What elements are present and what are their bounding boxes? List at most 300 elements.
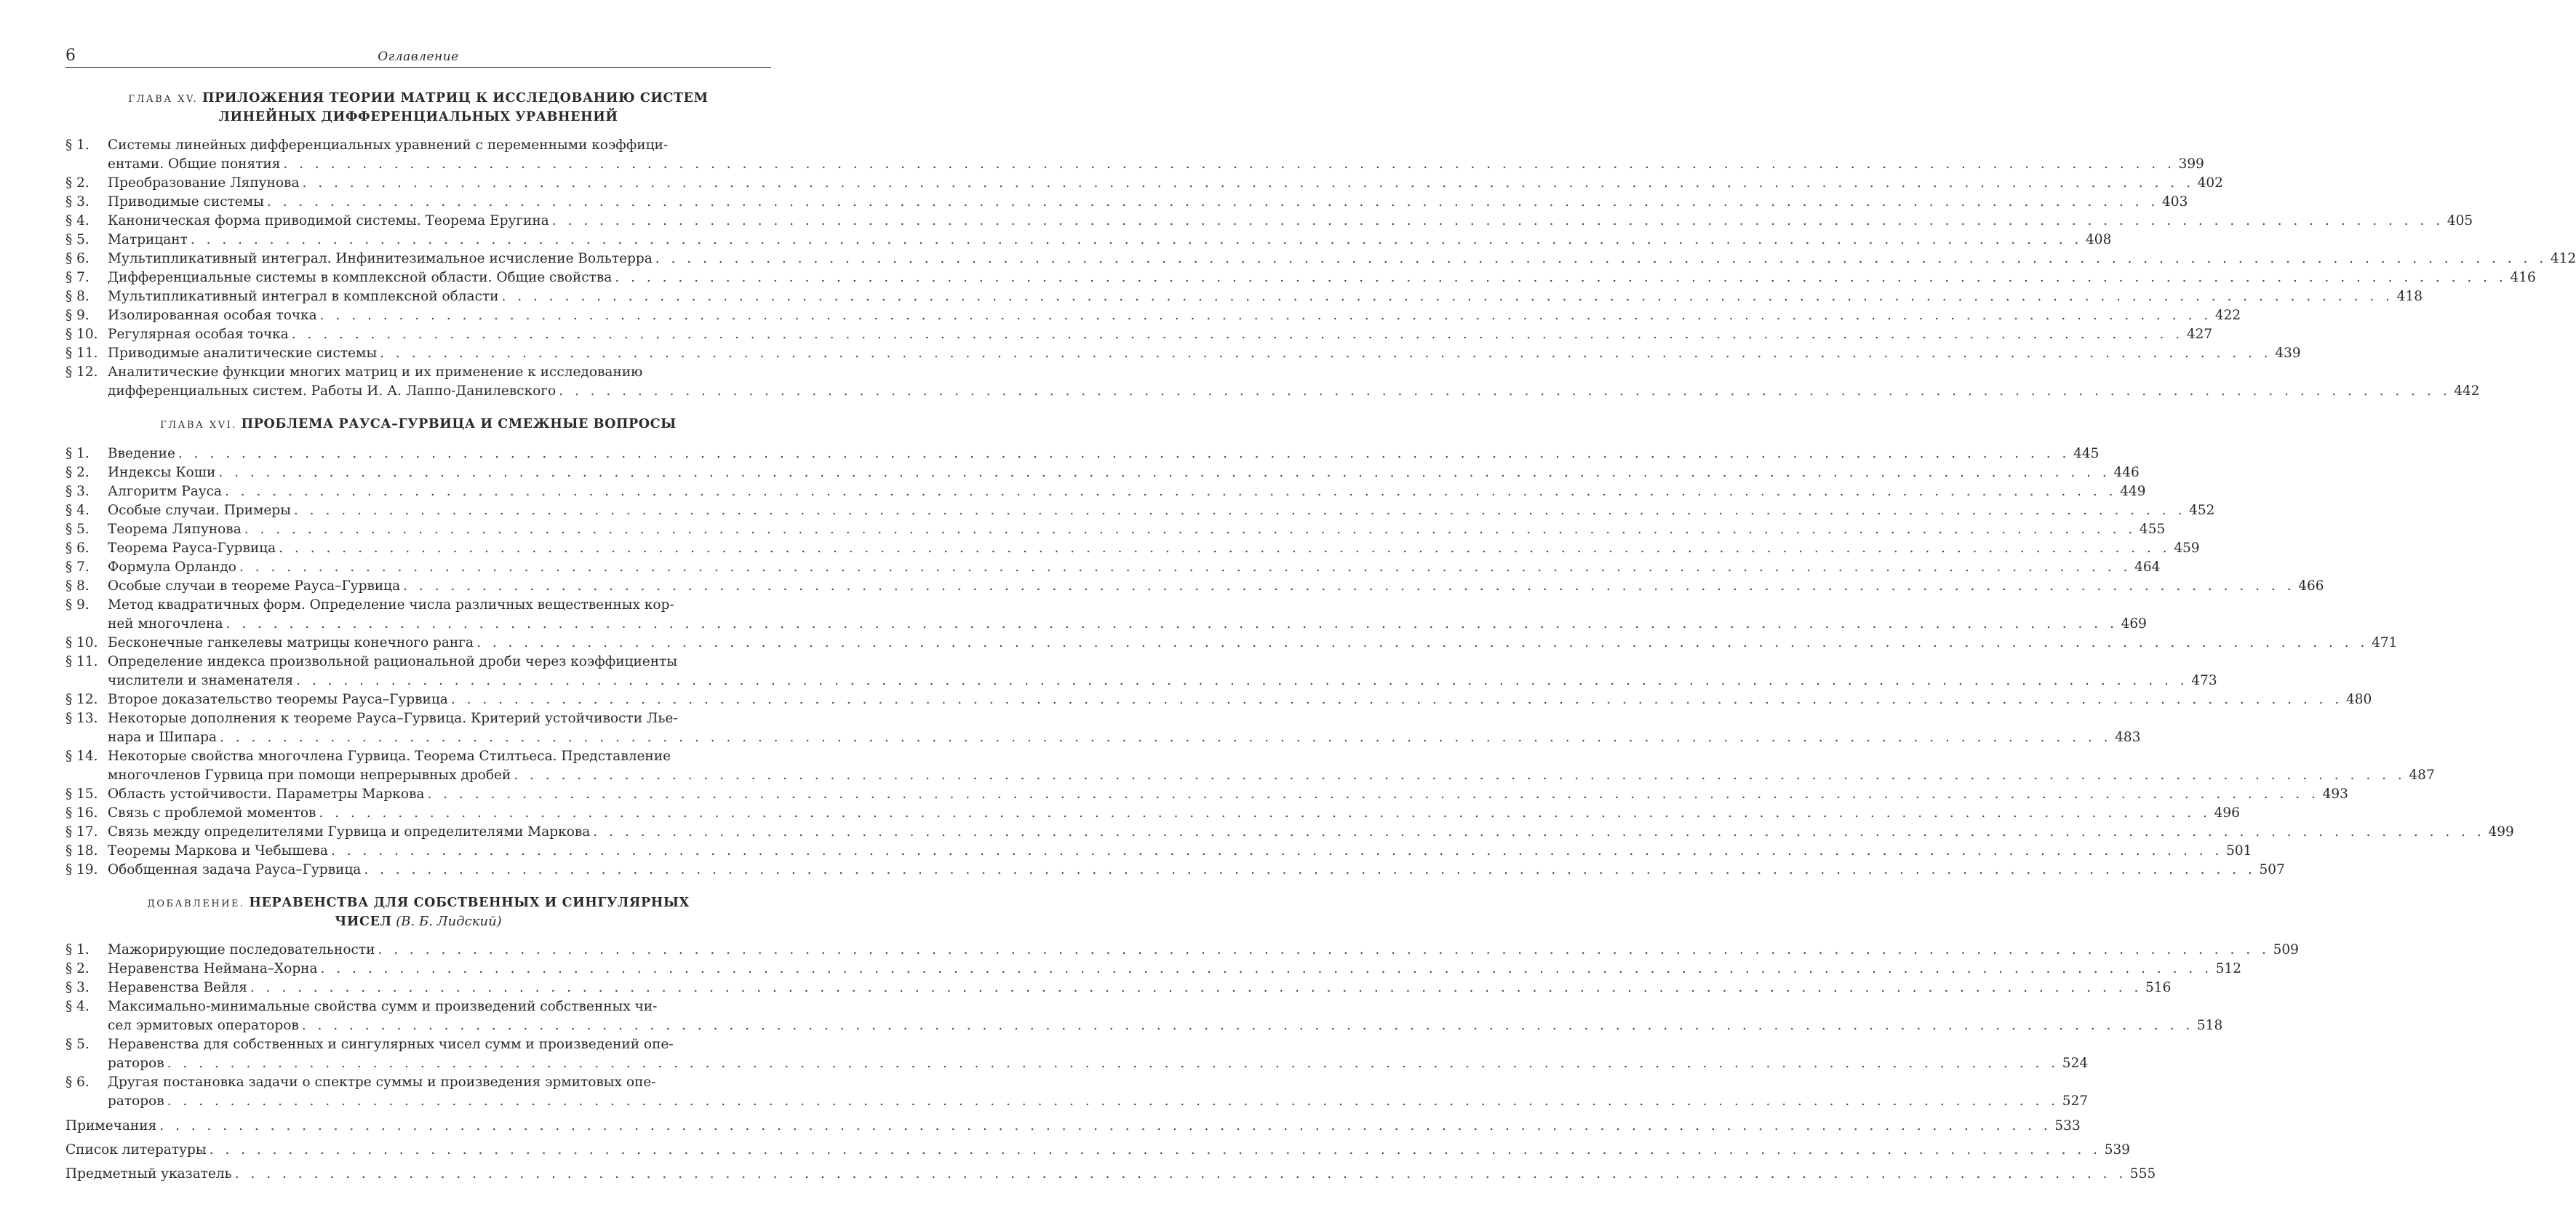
toc-entry[interactable] <box>65 653 2217 690</box>
section-number: § 9. <box>65 597 89 613</box>
entry-body <box>108 941 2299 960</box>
chapter-title: ПРИЛОЖЕНИЯ ТЕОРИИ МАТРИЦ К ИССЛЕДОВАНИЮ СИСТЕМ <box>202 91 709 105</box>
entry-body <box>108 842 2252 861</box>
chapter-heading <box>65 415 771 434</box>
section-number: § 11. <box>65 346 98 361</box>
entry-leader-line <box>108 482 2146 501</box>
section-number: § 11. <box>65 654 98 669</box>
toc-entry[interactable] <box>65 325 2213 344</box>
chapter-label: ГЛАВА XV. <box>128 94 199 105</box>
dot-leader: . . . . . . . . . . . . . . . . . . . . . . . . . . . . . . . . . . . . . . . . . . . . . . . . . . . . . . . . . . . . . . . . . . . . . . . . . . . . . . . . . . . . . . . . . . . . . . . . . . . . . . . . . . . . . . . . . . . . . . . . <box>291 327 2184 342</box>
dot-leader: . . . . . . . . . . . . . . . . . . . . . . . . . . . . . . . . . . . . . . . . . . . . . . . . . . . . . . . . . . . . . . . . . . . . . . . . . . . . . . . . . . . . . . . . . . . . . . . . . . . . . . . . . . . . . . . . . . . . . . . . <box>225 484 2117 499</box>
dot-leader: . . . . . . . . . . . . . . . . . . . . . . . . . . . . . . . . . . . . . . . . . . . . . . . . . . . . . . . . . . . . . . . . . . . . . . . . . . . . . . . . . . . . . . . . . . . . . . . . . . . . . . . . . . . . . . . . . . . . . . . . <box>615 270 2507 285</box>
dot-leader: . . . . . . . . . . . . . . . . . . . . . . . . . . . . . . . . . . . . . . . . . . . . . . . . . . . . . . . . . . . . . . . . . . . . . . . . . . . . . . . . . . . . . . . . . . . . . . . . . . . . . . . . . . . . . . . . . . . . . . . . <box>244 522 2137 537</box>
page-ref: 527 <box>2062 1093 2089 1109</box>
entry-leader-line <box>108 785 2348 804</box>
entry-title: Связь с проблемой моментов <box>108 805 316 821</box>
entry-title: Предметный указатель <box>65 1166 232 1182</box>
entry-body <box>108 174 2223 193</box>
page-ref: 524 <box>2062 1056 2089 1071</box>
toc-entry[interactable] <box>65 306 2241 325</box>
page-ref: 464 <box>2134 559 2161 575</box>
dot-leader: . . . . . . . . . . . . . . . . . . . . . . . . . . . . . . . . . . . . . . . . . . . . . . . . . . . . . . . . . . . . . . . . . . . . . . . . . . . . . . . . . . . . . . . . . . . . . . . . . . . . . . . . . . . . . . . . . . . . . . . . <box>559 383 2451 399</box>
entry-title-line: Системы линейных дифференциальных уравнений с переменными коэффици- <box>108 138 669 153</box>
entry-body <box>108 482 2146 501</box>
toc-entry[interactable] <box>65 823 2514 842</box>
entry-body <box>108 193 2188 212</box>
entry-title-line: Определение индекса произвольной рациональной дроби через коэффициенты <box>108 654 678 669</box>
toc-entry[interactable] <box>65 785 2348 804</box>
entry-leader-line <box>108 501 2214 520</box>
dot-leader: . . . . . . . . . . . . . . . . . . . . . . . . . . . . . . . . . . . . . . . . . . . . . . . . . . . . . . . . . . . . . . . . . . . . . . . . . . . . . . . . . . . . . . . . . . . . . . . . . . . . . . . . . . . . . . . . . . . . . . . . <box>593 824 2485 840</box>
entry-leader-line <box>108 520 2165 539</box>
dot-leader: . . . . . . . . . . . . . . . . . . . . . . . . . . . . . . . . . . . . . . . . . . . . . . . . . . . . . . . . . . . . . . . . . . . . . . . . . . . . . . . . . . . . . . . . . . . . . . . . . . . . . . . . . . . . . . . . . . . . . . . . <box>226 616 2118 632</box>
page-ref: 399 <box>2178 156 2204 172</box>
page-ref: 402 <box>2197 175 2223 191</box>
section-number: § 15. <box>65 786 98 802</box>
entry-leader-line <box>108 766 2435 785</box>
entry-title: Неравенства Вейля <box>108 980 247 995</box>
chapter-label: ГЛАВА XVI. <box>160 420 237 431</box>
page-number: 6 <box>65 47 76 65</box>
chapter-title-cont: ЛИНЕЙНЫХ ДИФФЕРЕНЦИАЛЬНЫХ УРАВНЕНИЙ <box>218 110 618 124</box>
entry-title-line: Неравенства для собственных и сингулярных чисел сумм и произведений опе- <box>108 1037 674 1052</box>
entry-body <box>108 306 2241 325</box>
chapter-author: (В. Б. Лидский) <box>396 914 502 929</box>
dot-leader: . . . . . . . . . . . . . . . . . . . . . . . . . . . . . . . . . . . . . . . . . . . . . . . . . . . . . . . . . . . . . . . . . . . . . . . . . . . . . . . . . . . . . . . . . . . . . . . . . . . . . . . . . . . . . . . . . . . . . . . . <box>551 213 2444 228</box>
page-ref: 446 <box>2113 465 2140 480</box>
entry-title: Область устойчивости. Параметры Маркова <box>108 786 425 802</box>
dot-leader: . . . . . . . . . . . . . . . . . . . . . . . . . . . . . . . . . . . . . . . . . . . . . . . . . . . . . . . . . . . . . . . . . . . . . . . . . . . . . . . . . . . . . . . . . . . . . . . . . . . . . . . . . . . . . . . . . . . . . . . . <box>403 578 2295 594</box>
toc-entry[interactable] <box>65 960 2241 979</box>
section-number: § 12. <box>65 692 98 707</box>
entry-title: Преобразование Ляпунова <box>108 175 300 191</box>
entry-body <box>108 997 2222 1035</box>
toc-entry[interactable] <box>65 979 2172 997</box>
toc-entry[interactable] <box>65 577 2324 596</box>
entry-leader-line <box>108 558 2160 577</box>
entry-leader-line <box>108 842 2252 861</box>
dot-leader: . . . . . . . . . . . . . . . . . . . . . . . . . . . . . . . . . . . . . . . . . . . . . . . . . . . . . . . . . . . . . . . . . . . . . . . . . . . . . . . . . . . . . . . . . . . . . . . . . . . . . . . . . . . . . . . . . . . . . . . . <box>293 503 2186 518</box>
section-number: § 14. <box>65 749 98 764</box>
entry-body <box>108 501 2214 520</box>
entry-title: Мультипликативный интеграл. Инфинитезимальное исчисление Вольтерра <box>108 251 653 266</box>
dot-leader: . . . . . . . . . . . . . . . . . . . . . . . . . . . . . . . . . . . . . . . . . . . . . . . . . . . . . . . . . . . . . . . . . . . . . . . . . . . . . . . . . . . . . . . . . . . . . . . . . . . . . . . . . . . . . . . . . . . . . . . . <box>320 961 2212 976</box>
page-ref: 452 <box>2189 503 2215 518</box>
chapter-heading <box>65 894 771 931</box>
entry-title: Особые случаи в теореме Рауса–Гурвица <box>108 578 401 594</box>
entry-leader-line <box>108 941 2299 960</box>
entry-leader-line <box>108 634 2397 653</box>
running-title: Оглавление <box>378 49 459 64</box>
entry-title: ней многочлена <box>108 616 223 632</box>
entry-title: Теорема Ляпунова <box>108 522 242 537</box>
entry-title: Формула Орландо <box>108 559 236 575</box>
entry-body <box>108 231 2111 250</box>
entry-title: Дифференциальные системы в комплексной области. Общие свойства <box>108 270 613 285</box>
toc-entry[interactable] <box>65 363 2480 401</box>
entry-title-line: Некоторые свойства многочлена Гурвица. Теорема Стилтьеса. Представление <box>108 749 671 764</box>
dot-leader: . . . . . . . . . . . . . . . . . . . . . . . . . . . . . . . . . . . . . . . . . . . . . . . . . . . . . . . . . . . . . . . . . . . . . . . . . . . . . . . . . . . . . . . . . . . . . . . . . . . . . . . . . . . . . . . . . . . . . . . . <box>301 1018 2194 1033</box>
entry-leader-line <box>108 155 2204 174</box>
section-number: § 2. <box>65 175 89 191</box>
entry-leader-line <box>108 268 2536 287</box>
page-ref: 412 <box>2550 251 2576 266</box>
entry-body <box>108 558 2160 577</box>
entry-leader-line <box>108 804 2240 823</box>
entry-title: ентами. Общие понятия <box>108 156 281 172</box>
entry-title: дифференциальных систем. Работы И. А. Лаппо-Данилевского <box>108 383 557 399</box>
page-ref: 473 <box>2191 673 2217 688</box>
entry-title: Мажорирующие последовательности <box>108 942 375 957</box>
dot-leader: . . . . . . . . . . . . . . . . . . . . . . . . . . . . . . . . . . . . . . . . . . . . . . . . . . . . . . . . . . . . . . . . . . . . . . . . . . . . . . . . . . . . . . . . . . . . . . . . . . . . . . . . . . . . . . . . . . . . . . . . <box>501 289 2393 304</box>
entry-title: Индексы Коши <box>108 465 216 480</box>
chapter-heading-line <box>65 894 771 913</box>
page-ref: 507 <box>2259 862 2285 877</box>
dot-leader: . . . . . . . . . . . . . . . . . . . . . . . . . . . . . . . . . . . . . . . . . . . . . . . . . . . . . . . . . . . . . . . . . . . . . . . . . . . . . . . . . . . . . . . . . . . . . . . . . . . . . . . . . . . . . . . . . . . . . . . . <box>364 862 2256 877</box>
entry-body <box>108 539 2200 558</box>
entry-body <box>108 445 2099 463</box>
entry-title: Алгоритм Рауса <box>108 484 223 499</box>
toc-entry[interactable] <box>65 136 2204 174</box>
entry-title: Теорема Рауса-Гурвица <box>108 541 276 556</box>
dot-leader: . . . . . . . . . . . . . . . . . . . . . . . . . . . . . . . . . . . . . . . . . . . . . . . . . . . . . . . . . . . . . . . . . . . . . . . . . . . . . . . . . . . . . . . . . . . . . . . . . . . . . . . . . . . . . . . . . . . . . . . . <box>250 980 2142 995</box>
entry-title-line: Аналитические функции многих матриц и их применение к исследованию <box>108 364 643 380</box>
page-ref: 449 <box>2120 484 2146 499</box>
toc-entry[interactable] <box>65 482 2146 501</box>
entry-title: Приводимые аналитические системы <box>108 346 378 361</box>
page-ref: 408 <box>2086 232 2112 247</box>
entry-leader-line <box>108 445 2099 463</box>
page-ref: 483 <box>2115 730 2141 745</box>
entry-title: числители и знаменателя <box>108 673 294 688</box>
entry-leader-line <box>108 325 2212 344</box>
entry-body <box>108 709 2140 747</box>
dot-leader: . . . . . . . . . . . . . . . . . . . . . . . . . . . . . . . . . . . . . . . . . . . . . . . . . . . . . . . . . . . . . . . . . . . . . . . . . . . . . . . . . . . . . . . . . . . . . . . . . . . . . . . . . . . . . . . . . . . . . . . . <box>190 232 2083 247</box>
entry-title: Матрицант <box>108 232 188 247</box>
toc-entry[interactable] <box>65 463 2140 482</box>
entry-title: Особые случаи. Примеры <box>108 503 291 518</box>
section-number: § 12. <box>65 364 98 380</box>
chapter-heading <box>65 89 771 126</box>
toc-entry[interactable] <box>65 747 2435 785</box>
section-number: § 8. <box>65 289 89 304</box>
dot-leader: . . . . . . . . . . . . . . . . . . . . . . . . . . . . . . . . . . . . . . . . . . . . . . . . . . . . . . . . . . . . . . . . . . . . . . . . . . . . . . . . . . . . . . . . . . . . . . . . . . . . . . . . . . . . . . . . . . . . . . . . <box>378 942 2270 957</box>
page-ref: 555 <box>2129 1166 2156 1182</box>
section-number: § 10. <box>65 327 98 342</box>
section-number: § 4. <box>65 213 89 228</box>
dot-leader: . . . . . . . . . . . . . . . . . . . . . . . . . . . . . . . . . . . . . . . . . . . . . . . . . . . . . . . . . . . . . . . . . . . . . . . . . . . . . . . . . . . . . . . . . . . . . . . . . . . . . . . . . . . . . . . . . . . . . . . . <box>319 308 2212 323</box>
toc-entry[interactable] <box>65 212 2473 231</box>
toc-entry[interactable] <box>65 804 2240 823</box>
entry-body <box>108 804 2240 823</box>
dot-leader: . . . . . . . . . . . . . . . . . . . . . . . . . . . . . . . . . . . . . . . . . . . . . . . . . . . . . . . . . . . . . . . . . . . . . . . . . . . . . . . . . . . . . . . . . . . . . . . . . . . . . . . . . . . . . . . . . . . . . . . . <box>302 175 2194 191</box>
entry-leader-line <box>108 344 2301 363</box>
section-number: § 2. <box>65 961 89 976</box>
page-ref: 512 <box>2215 961 2241 976</box>
entry-title: Неравенства Неймана–Хорна <box>108 961 318 976</box>
chapter-title: ПРОБЛЕМА РАУСА–ГУРВИЦА И СМЕЖНЫЕ ВОПРОСЫ <box>241 417 677 431</box>
entry-title: раторов <box>108 1056 164 1071</box>
toc-entry[interactable] <box>65 250 2576 268</box>
section-number: § 6. <box>65 1075 89 1090</box>
chapter-title-cont: ЧИСЕЛ <box>335 915 392 929</box>
entry-leader-line <box>108 193 2188 212</box>
entry-title: сел эрмитовых операторов <box>108 1018 299 1033</box>
entry-leader-line <box>108 463 2140 482</box>
toc-entry[interactable] <box>65 634 2398 653</box>
entry-title: Мультипликативный интеграл в комплексной области <box>108 289 499 304</box>
entry-title: Регулярная особая точка <box>108 327 289 342</box>
chapter-heading-line <box>65 89 771 108</box>
section-number: § 5. <box>65 1037 89 1052</box>
dot-leader: . . . . . . . . . . . . . . . . . . . . . . . . . . . . . . . . . . . . . . . . . . . . . . . . . . . . . . . . . . . . . . . . . . . . . . . . . . . . . . . . . . . . . . . . . . . . . . . . . . . . . . . . . . . . . . . . . . . . . . . . <box>167 1056 2059 1071</box>
toc-entry[interactable] <box>65 268 2536 287</box>
back-matter <box>65 1117 2156 1184</box>
toc-entry[interactable] <box>65 842 2252 861</box>
section-number: § 5. <box>65 522 89 537</box>
page-ref: 418 <box>2396 289 2423 304</box>
entry-title: раторов <box>108 1093 164 1109</box>
running-header <box>65 45 771 68</box>
entry-body <box>108 325 2212 344</box>
page-ref: 466 <box>2298 578 2324 594</box>
section-number: § 3. <box>65 484 89 499</box>
page-ref: 509 <box>2273 942 2299 957</box>
entry-body <box>108 520 2165 539</box>
entry-body <box>108 287 2423 306</box>
entry-body <box>108 596 2147 634</box>
section-number: § 4. <box>65 503 89 518</box>
entry-body <box>108 1035 2088 1073</box>
section-number: § 10. <box>65 635 98 650</box>
page-ref: 459 <box>2174 541 2200 556</box>
entry-title-line: Некоторые дополнения к теореме Рауса–Гурвица. Критерий устойчивости Лье- <box>108 711 678 726</box>
entry-title: Обобщенная задача Рауса–Гурвица <box>108 862 362 877</box>
back-matter-entry[interactable] <box>65 1117 2081 1136</box>
dot-leader: . . . . . . . . . . . . . . . . . . . . . . . . . . . . . . . . . . . . . . . . . . . . . . . . . . . . . . . . . . . . . . . . . . . . . . . . . . . . . . . . . . . . . . . . . . . . . . . . . . . . . . . . . . . . . . . . . . . . . . . . <box>220 730 2112 745</box>
dot-leader: . . . . . . . . . . . . . . . . . . . . . . . . . . . . . . . . . . . . . . . . . . . . . . . . . . . . . . . . . . . . . . . . . . . . . . . . . . . . . . . . . . . . . . . . . . . . . . . . . . . . . . . . . . . . . . . . . . . . . . . . <box>159 1118 2051 1134</box>
entry-body <box>108 136 2204 174</box>
entry-title: Каноническая форма приводимой системы. Теорема Еругина <box>108 213 549 228</box>
entry-body <box>108 363 2480 401</box>
entry-title: Введение <box>108 446 175 461</box>
toc-entry[interactable] <box>65 1073 2089 1111</box>
section-number: § 1. <box>65 138 89 153</box>
entry-leader-line <box>108 231 2111 250</box>
dot-leader: . . . . . . . . . . . . . . . . . . . . . . . . . . . . . . . . . . . . . . . . . . . . . . . . . . . . . . . . . . . . . . . . . . . . . . . . . . . . . . . . . . . . . . . . . . . . . . . . . . . . . . . . . . . . . . . . . . . . . . . . <box>476 635 2369 650</box>
toc-entry[interactable] <box>65 941 2299 960</box>
page-ref: 405 <box>2447 213 2473 228</box>
section-number: § 4. <box>65 999 89 1014</box>
entry-body <box>108 463 2140 482</box>
section-number: § 18. <box>65 843 98 858</box>
entry-leader-line <box>108 979 2171 997</box>
toc-entry[interactable] <box>65 690 2372 709</box>
entry-title: Теоремы Маркова и Чебышева <box>108 843 328 858</box>
entry-leader-line <box>108 1092 2088 1111</box>
dot-leader: . . . . . . . . . . . . . . . . . . . . . . . . . . . . . . . . . . . . . . . . . . . . . . . . . . . . . . . . . . . . . . . . . . . . . . . . . . . . . . . . . . . . . . . . . . . . . . . . . . . . . . . . . . . . . . . . . . . . . . . . <box>283 156 2175 172</box>
entry-leader-line <box>108 615 2147 634</box>
section-number: § 3. <box>65 980 89 995</box>
dot-leader: . . . . . . . . . . . . . . . . . . . . . . . . . . . . . . . . . . . . . . . . . . . . . . . . . . . . . . . . . . . . . . . . . . . . . . . . . . . . . . . . . . . . . . . . . . . . . . . . . . . . . . . . . . . . . . . . . . . . . . . . <box>218 465 2110 480</box>
section-number: § 1. <box>65 446 89 461</box>
page-ref: 442 <box>2454 383 2480 399</box>
page-ref: 501 <box>2226 843 2252 858</box>
entry-title-line: Метод квадратичных форм. Определение числа различных вещественных кор- <box>108 597 674 613</box>
section-number: § 6. <box>65 541 89 556</box>
entry-body <box>108 690 2372 709</box>
toc-entry[interactable] <box>65 445 2100 463</box>
page-ref: 496 <box>2214 805 2240 821</box>
entry-leader-line <box>108 1054 2088 1073</box>
chapter-title: НЕРАВЕНСТВА ДЛЯ СОБСТВЕННЫХ И СИНГУЛЯРНЫХ <box>249 896 690 910</box>
page-ref: 493 <box>2322 786 2348 802</box>
dot-leader: . . . . . . . . . . . . . . . . . . . . . . . . . . . . . . . . . . . . . . . . . . . . . . . . . . . . . . . . . . . . . . . . . . . . . . . . . . . . . . . . . . . . . . . . . . . . . . . . . . . . . . . . . . . . . . . . . . . . . . . . <box>167 1093 2059 1109</box>
section-number: § 1. <box>65 942 89 957</box>
dot-leader: . . . . . . . . . . . . . . . . . . . . . . . . . . . . . . . . . . . . . . . . . . . . . . . . . . . . . . . . . . . . . . . . . . . . . . . . . . . . . . . . . . . . . . . . . . . . . . . . . . . . . . . . . . . . . . . . . . . . . . . . <box>296 673 2188 688</box>
back-matter-entry[interactable] <box>65 1141 2131 1160</box>
page-ref: 416 <box>2510 270 2536 285</box>
section-number: § 2. <box>65 465 89 480</box>
entry-leader-line <box>108 306 2241 325</box>
entry-body <box>108 823 2514 842</box>
page-ref: 480 <box>2345 692 2372 707</box>
entry-leader-line <box>108 690 2372 709</box>
section-number: § 7. <box>65 270 89 285</box>
toc-entry[interactable] <box>65 596 2147 634</box>
entry-leader-line <box>108 960 2241 979</box>
entry-leader-line <box>108 672 2217 690</box>
toc-entry[interactable] <box>65 1035 2089 1073</box>
section-number: § 16. <box>65 805 98 821</box>
toc-entry[interactable] <box>65 287 2423 306</box>
entry-leader-line <box>108 382 2480 401</box>
entry-title: Связь между определителями Гурвица и определителями Маркова <box>108 824 591 840</box>
entry-body <box>108 577 2324 596</box>
entry-leader-line <box>108 577 2324 596</box>
dot-leader: . . . . . . . . . . . . . . . . . . . . . . . . . . . . . . . . . . . . . . . . . . . . . . . . . . . . . . . . . . . . . . . . . . . . . . . . . . . . . . . . . . . . . . . . . . . . . . . . . . . . . . . . . . . . . . . . . . . . . . . . <box>655 251 2548 266</box>
section-number: § 5. <box>65 232 89 247</box>
section-number: § 13. <box>65 711 98 726</box>
toc-entry[interactable] <box>65 174 2223 193</box>
entry-leader-line <box>108 250 2576 268</box>
page-ref: 487 <box>2409 768 2435 783</box>
dot-leader: . . . . . . . . . . . . . . . . . . . . . . . . . . . . . . . . . . . . . . . . . . . . . . . . . . . . . . . . . . . . . . . . . . . . . . . . . . . . . . . . . . . . . . . . . . . . . . . . . . . . . . . . . . . . . . . . . . . . . . . . <box>234 1166 2127 1182</box>
dot-leader: . . . . . . . . . . . . . . . . . . . . . . . . . . . . . . . . . . . . . . . . . . . . . . . . . . . . . . . . . . . . . . . . . . . . . . . . . . . . . . . . . . . . . . . . . . . . . . . . . . . . . . . . . . . . . . . . . . . . . . . . <box>514 768 2406 783</box>
section-number: § 8. <box>65 578 89 594</box>
page-ref: 516 <box>2145 980 2172 995</box>
dot-leader: . . . . . . . . . . . . . . . . . . . . . . . . . . . . . . . . . . . . . . . . . . . . . . . . . . . . . . . . . . . . . . . . . . . . . . . . . . . . . . . . . . . . . . . . . . . . . . . . . . . . . . . . . . . . . . . . . . . . . . . . <box>266 194 2159 210</box>
entry-title: Список литературы <box>65 1142 207 1158</box>
toc-entry[interactable] <box>65 539 2200 558</box>
entry-leader-line <box>108 861 2285 880</box>
page-ref: 518 <box>2196 1018 2223 1033</box>
entry-body <box>108 1073 2088 1111</box>
dot-leader: . . . . . . . . . . . . . . . . . . . . . . . . . . . . . . . . . . . . . . . . . . . . . . . . . . . . . . . . . . . . . . . . . . . . . . . . . . . . . . . . . . . . . . . . . . . . . . . . . . . . . . . . . . . . . . . . . . . . . . . . <box>330 843 2223 858</box>
dot-leader: . . . . . . . . . . . . . . . . . . . . . . . . . . . . . . . . . . . . . . . . . . . . . . . . . . . . . . . . . . . . . . . . . . . . . . . . . . . . . . . . . . . . . . . . . . . . . . . . . . . . . . . . . . . . . . . . . . . . . . . . <box>178 446 2070 461</box>
entry-body <box>108 634 2397 653</box>
toc-entry[interactable] <box>65 231 2112 250</box>
entry-title: Примечания <box>65 1118 157 1134</box>
entry-leader-line <box>108 212 2473 231</box>
page-ref: 427 <box>2186 327 2213 342</box>
page-ref: 471 <box>2372 635 2398 650</box>
page-ref: 455 <box>2139 522 2166 537</box>
table-of-contents <box>65 89 2576 1184</box>
page-ref: 499 <box>2488 824 2514 840</box>
dot-leader: . . . . . . . . . . . . . . . . . . . . . . . . . . . . . . . . . . . . . . . . . . . . . . . . . . . . . . . . . . . . . . . . . . . . . . . . . . . . . . . . . . . . . . . . . . . . . . . . . . . . . . . . . . . . . . . . . . . . . . . . <box>450 692 2343 707</box>
dot-leader: . . . . . . . . . . . . . . . . . . . . . . . . . . . . . . . . . . . . . . . . . . . . . . . . . . . . . . . . . . . . . . . . . . . . . . . . . . . . . . . . . . . . . . . . . . . . . . . . . . . . . . . . . . . . . . . . . . . . . . . . <box>380 346 2272 361</box>
page-ref: 533 <box>2054 1118 2081 1134</box>
entry-title: Приводимые системы <box>108 194 264 210</box>
toc-entry[interactable] <box>65 709 2141 747</box>
entry-leader-line <box>108 823 2514 842</box>
entry-title: Бесконечные ганкелевы матрицы конечного ранга <box>108 635 474 650</box>
toc-entry[interactable] <box>65 997 2223 1035</box>
chapter-heading-line <box>65 415 771 434</box>
entry-leader-line <box>108 728 2140 747</box>
dot-leader: . . . . . . . . . . . . . . . . . . . . . . . . . . . . . . . . . . . . . . . . . . . . . . . . . . . . . . . . . . . . . . . . . . . . . . . . . . . . . . . . . . . . . . . . . . . . . . . . . . . . . . . . . . . . . . . . . . . . . . . . <box>319 805 2211 821</box>
dot-leader: . . . . . . . . . . . . . . . . . . . . . . . . . . . . . . . . . . . . . . . . . . . . . . . . . . . . . . . . . . . . . . . . . . . . . . . . . . . . . . . . . . . . . . . . . . . . . . . . . . . . . . . . . . . . . . . . . . . . . . . . <box>279 541 2171 556</box>
toc-entry[interactable] <box>65 558 2161 577</box>
section-number: § 6. <box>65 251 89 266</box>
page-ref: 445 <box>2073 446 2100 461</box>
toc-entry[interactable] <box>65 520 2166 539</box>
chapter-label: ДОБАВЛЕНИЕ. <box>147 899 245 909</box>
entry-title-line: Другая постановка задачи о спектре суммы и произведения эрмитовых опе- <box>108 1075 656 1090</box>
section-number: § 17. <box>65 824 98 840</box>
dot-leader: . . . . . . . . . . . . . . . . . . . . . . . . . . . . . . . . . . . . . . . . . . . . . . . . . . . . . . . . . . . . . . . . . . . . . . . . . . . . . . . . . . . . . . . . . . . . . . . . . . . . . . . . . . . . . . . . . . . . . . . . <box>239 559 2132 575</box>
toc-entry[interactable] <box>65 344 2301 363</box>
entry-leader-line <box>108 1016 2222 1035</box>
entry-title: Изолированная особая точка <box>108 308 317 323</box>
entry-body <box>108 861 2285 880</box>
page-ref: 439 <box>2275 346 2301 361</box>
entry-body <box>108 250 2576 268</box>
chapter-heading-line <box>65 108 771 126</box>
section-number: § 7. <box>65 559 89 575</box>
entry-title: Второе доказательство теоремы Рауса–Гурвица <box>108 692 448 707</box>
entry-title: многочленов Гурвица при помощи непрерывных дробей <box>108 768 511 783</box>
entry-body <box>108 785 2348 804</box>
section-number: § 19. <box>65 862 98 877</box>
entry-body <box>108 653 2217 690</box>
toc-entry[interactable] <box>65 193 2188 212</box>
page-ref: 469 <box>2121 616 2147 632</box>
back-matter-entry[interactable] <box>65 1165 2156 1184</box>
entry-body <box>108 268 2536 287</box>
entry-body <box>108 344 2301 363</box>
dot-leader: . . . . . . . . . . . . . . . . . . . . . . . . . . . . . . . . . . . . . . . . . . . . . . . . . . . . . . . . . . . . . . . . . . . . . . . . . . . . . . . . . . . . . . . . . . . . . . . . . . . . . . . . . . . . . . . . . . . . . . . . <box>427 786 2319 802</box>
entry-body <box>108 960 2241 979</box>
page-ref: 422 <box>2214 308 2241 323</box>
chapter-heading-line <box>65 913 771 931</box>
entry-body <box>108 979 2171 997</box>
section-number: § 9. <box>65 308 89 323</box>
page-ref: 539 <box>2104 1142 2131 1158</box>
page-ref: 403 <box>2162 194 2188 210</box>
toc-entry[interactable] <box>65 501 2215 520</box>
toc-page <box>65 45 2576 1184</box>
toc-entry[interactable] <box>65 861 2285 880</box>
entry-leader-line <box>108 539 2200 558</box>
entry-body <box>108 212 2473 231</box>
section-number: § 3. <box>65 194 89 210</box>
entry-title-line: Максимально-минимальные свойства сумм и произведений собственных чи- <box>108 999 658 1014</box>
entry-title: нара и Шипара <box>108 730 217 745</box>
dot-leader: . . . . . . . . . . . . . . . . . . . . . . . . . . . . . . . . . . . . . . . . . . . . . . . . . . . . . . . . . . . . . . . . . . . . . . . . . . . . . . . . . . . . . . . . . . . . . . . . . . . . . . . . . . . . . . . . . . . . . . . . <box>209 1142 2102 1158</box>
